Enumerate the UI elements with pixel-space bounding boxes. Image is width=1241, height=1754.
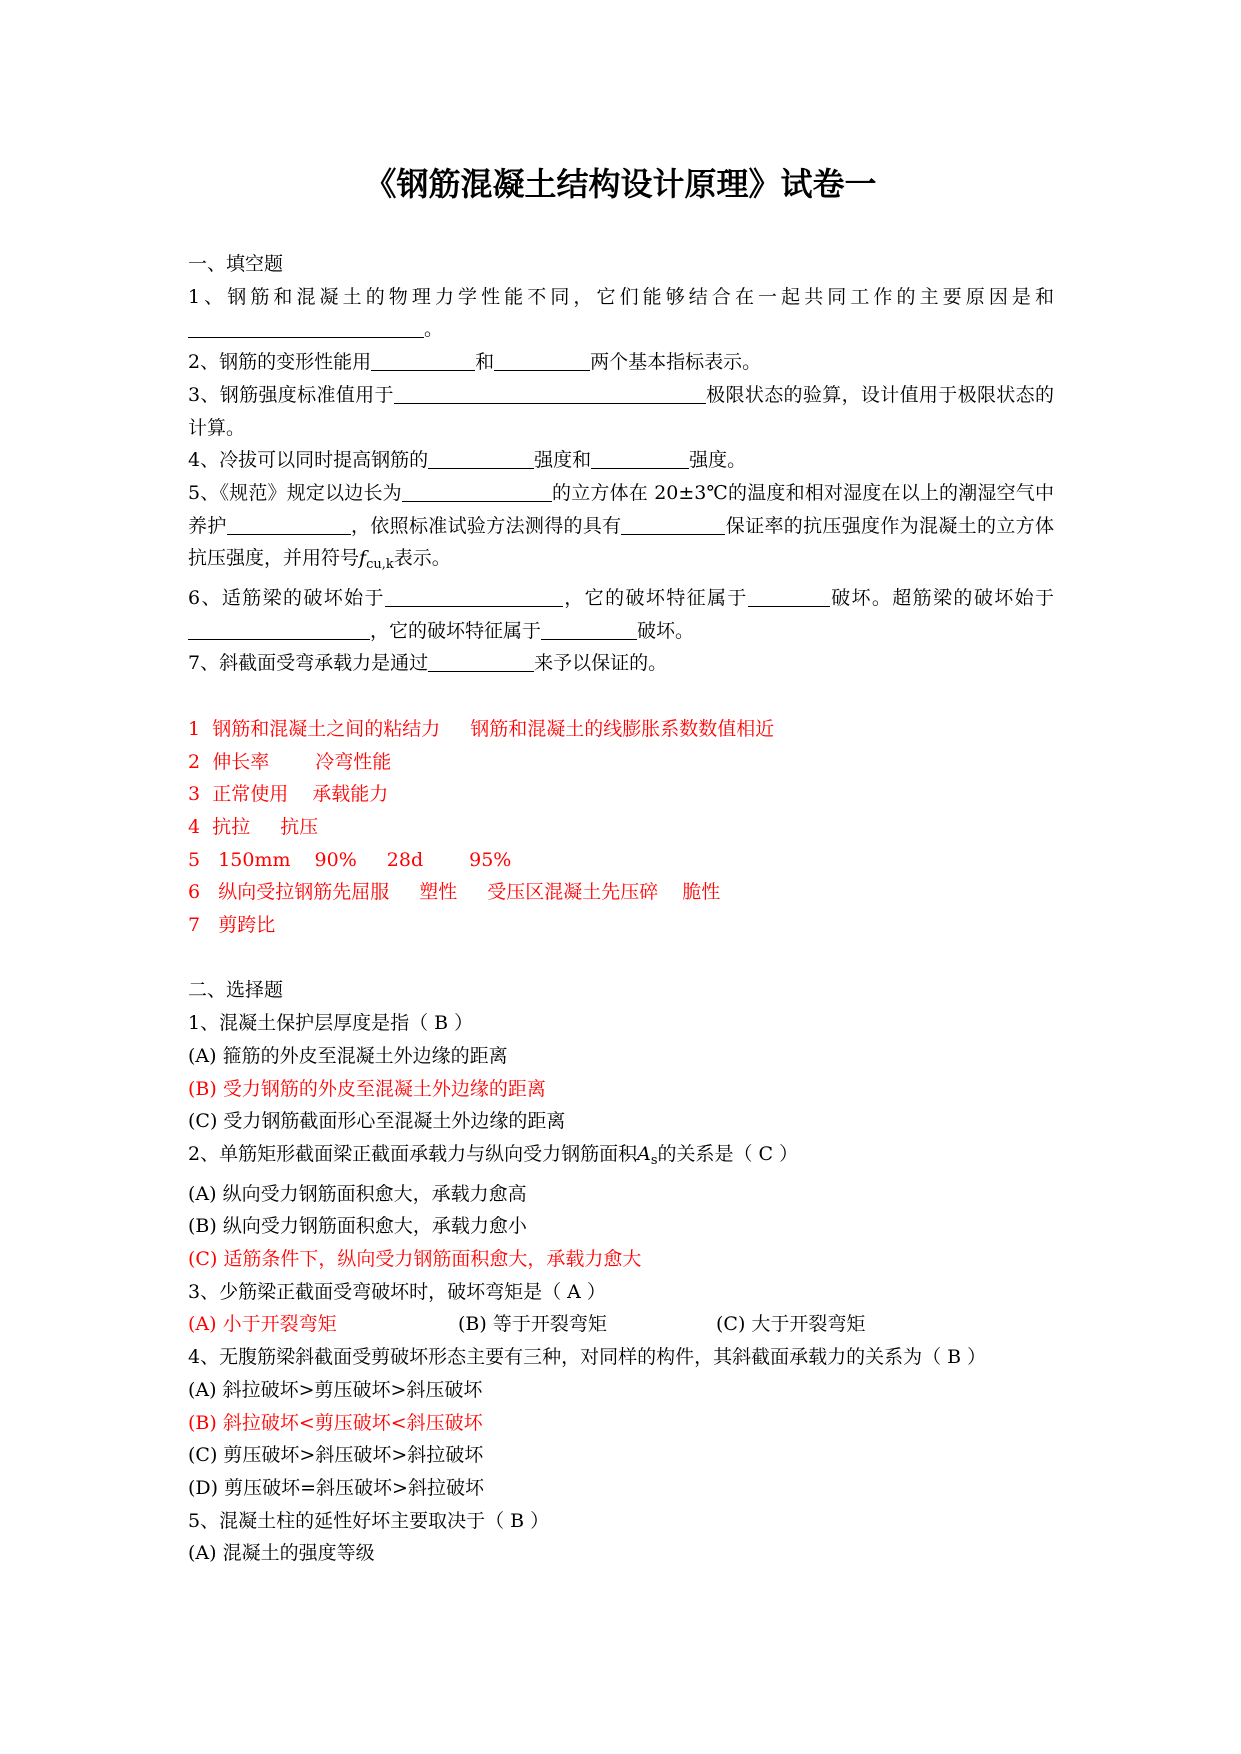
choice-option-b: (B) 等于开裂弯矩: [458, 1313, 607, 1336]
answer-line-3: 3 正常使用 承载能力: [188, 783, 389, 806]
answer-blank: [541, 617, 637, 640]
section-fill-heading: 一、填空题: [188, 253, 284, 275]
answer-blank: [428, 649, 534, 672]
choice-option-b-correct: (B) 斜拉破坏<剪压破坏<斜压破坏: [188, 1411, 483, 1434]
answer-blank: [591, 446, 689, 469]
answer-blank: [494, 348, 590, 371]
fill-question-7: 7、斜截面受弯承载力是通过 来予以保证的。: [188, 647, 1054, 680]
choice-option-b-correct: (B) 受力钢筋的外皮至混凝土外边缘的距离: [188, 1077, 546, 1100]
answer-blank: [394, 381, 706, 404]
choice-options-row: [188, 1308, 1054, 1341]
choice-question-5: 5、混凝土柱的延性好坏主要取决于（ B ）: [188, 1509, 550, 1532]
choice-question-1: 1、混凝土保护层厚度是指（ B ）: [188, 1012, 474, 1035]
fill-question-2: 2、钢筋的变形性能用 和 两个基本指标表示。: [188, 346, 1054, 379]
answer-blank: [371, 348, 475, 371]
answer-blank: [188, 617, 370, 640]
choice-option-a: (A) 混凝土的强度等级: [188, 1542, 375, 1565]
choice-option-a: (A) 箍筋的外皮至混凝土外边缘的距离: [188, 1044, 508, 1067]
answer-blank: [385, 584, 563, 607]
fill-question-4: 4、冷拔可以同时提高钢筋的 强度和 强度。: [188, 444, 1054, 477]
choice-option-c: (C) 受力钢筋截面形心至混凝土外边缘的距离: [188, 1110, 566, 1133]
symbol-fcuk: f: [359, 547, 367, 570]
choice-option-a-correct: (A) 小于开裂弯矩: [188, 1313, 337, 1336]
answer-blank: [748, 584, 830, 607]
fill-question-1: 1、钢筋和混凝土的物理力学性能不同，它们能够结合在一起共同工作的主要原因是和。: [188, 285, 1054, 341]
choice-option-b: (B) 纵向受力钢筋面积愈大，承载力愈小: [188, 1215, 527, 1238]
symbol-as: A: [637, 1142, 651, 1165]
choice-option-c: (C) 大于开裂弯矩: [716, 1313, 866, 1336]
fill-answer-key: [188, 713, 1054, 942]
answer-line-2: 2 伸长率 冷弯性能: [188, 750, 392, 773]
fill-question-5: 5、《规范》规定以边长为 的立方体在 20±3℃的温度和相对湿度在以上的潮湿空气中养护 ，依照标准试验方法测得的具有 保证率的抗压强度作为混凝土的立方体抗压强度，并用符号$f_{cu,k}$表示。: [188, 477, 1054, 582]
exam-content: [188, 248, 1054, 1570]
section-choice-heading: 二、选择题: [188, 979, 284, 1002]
choice-option-a: (A) 斜拉破坏>剪压破坏>斜压破坏: [188, 1378, 483, 1401]
fill-question-3: 3、钢筋强度标准值用于 极限状态的验算，设计值用于极限状态的计算。: [188, 379, 1054, 444]
answer-line-6: 6 纵向受拉钢筋先屈服 塑性 受压区混凝土先压碎 脆性: [188, 881, 721, 904]
answer-line-7: 7 剪跨比: [188, 914, 276, 937]
choice-option-c: (C) 剪压破坏>斜压破坏>斜拉破坏: [188, 1444, 484, 1467]
answer-line-5: 5 150mm 90% 28d 95%: [188, 848, 512, 871]
choice-question-3: 3、少筋梁正截面受弯破坏时，破坏弯矩是（ A ）: [188, 1280, 606, 1303]
answer-line-1: 1 钢筋和混凝土之间的粘结力 钢筋和混凝土的线膨胀系数数值相近: [188, 717, 775, 740]
answer-blank: [188, 315, 424, 338]
choice-option-d: (D) 剪压破坏=斜压破坏>斜拉破坏: [188, 1476, 484, 1499]
answer-blank: [428, 446, 534, 469]
answer-blank: [227, 512, 351, 535]
answer-blank: [402, 479, 552, 502]
choice-question-2: 2、单筋矩形截面梁正截面承载力与纵向受力钢筋面积$A_s$的关系是（ C ）: [188, 1142, 799, 1168]
page-title: 《钢筋混凝土结构设计原理》试卷一: [364, 165, 877, 203]
choice-option-c-correct: (C) 适筋条件下，纵向受力钢筋面积愈大，承载力愈大: [188, 1248, 642, 1271]
answer-blank: [621, 512, 725, 535]
choice-question-4: 4、无腹筋梁斜截面受剪破坏形态主要有三种，对同样的构件，其斜截面承载力的关系为（ B ）: [188, 1346, 987, 1369]
choice-option-a: (A) 纵向受力钢筋面积愈大，承载力愈高: [188, 1182, 527, 1205]
answer-line-4: 4 抗拉 抗压: [188, 815, 319, 838]
fill-question-6: 6、适筋梁的破坏始于 ，它的破坏特征属于 破坏。超筋梁的破坏始于，它的破坏特征属于 破坏。: [188, 582, 1054, 647]
